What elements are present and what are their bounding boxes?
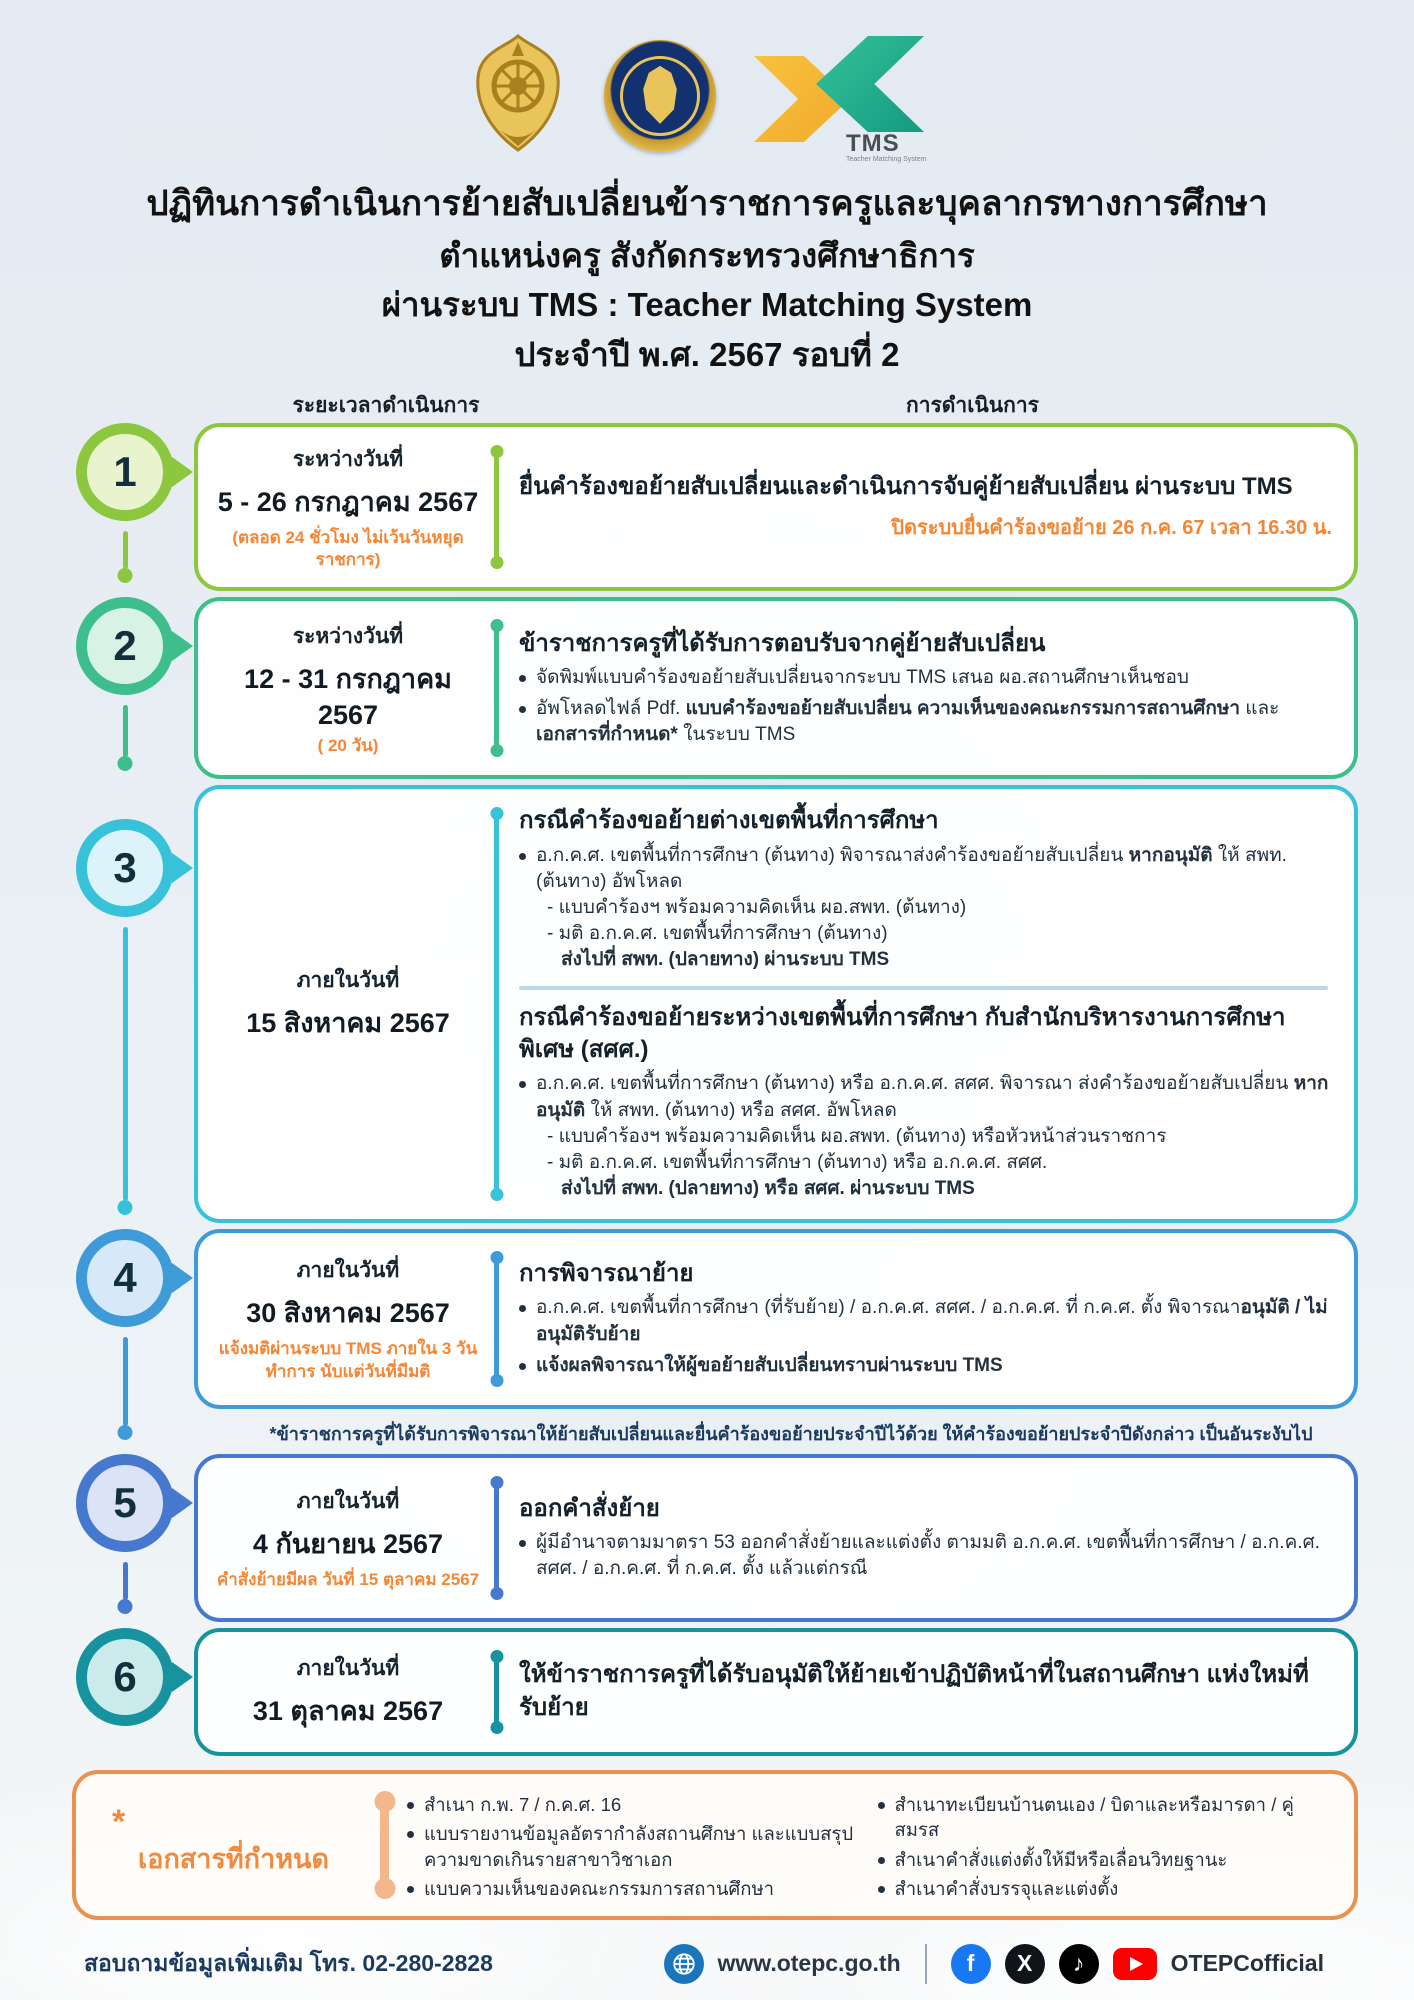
document-item: แบบความเห็นของคณะกรรมการสถานศึกษา bbox=[407, 1876, 860, 1902]
document-item: แบบรายงานข้อมูลอัตรากำลังสถานศึกษา และแบบสรุปความขาดเกินรายสาขาวิชาเอก bbox=[407, 1821, 860, 1872]
tms-green-chevron-icon bbox=[816, 36, 924, 132]
step-6-date: 31 ตุลาคม 2567 bbox=[252, 1695, 444, 1726]
title-line-1: ปฏิทินการดำเนินการย้ายสับเปลี่ยนข้าราชการครูและบุคลากรทางการศึกษา bbox=[146, 184, 1268, 223]
bullet-icon bbox=[878, 1857, 885, 1864]
step-3-case-1-sub-1: - แบบคำร้องฯ พร้อมความคิดเห็น ผอ.สพท. (ต้นทาง) bbox=[547, 897, 967, 919]
step-3-case-2-heading: กรณีคำร้องขอย้ายระหว่างเขตพื้นที่การศึกษา กับสำนักบริหารงานการศึกษาพิเศษ (สศศ.) bbox=[519, 1003, 1286, 1064]
step-4-footnote: *ข้าราชการครูที่ได้รับการพิจารณาให้ย้ายสับเปลี่ยนและยื่นคำร้องขอย้ายประจำปีไว้ด้วย ให้คำร้องขอย้ายประจำปีดังกล่าว เป็นอันระงับไป bbox=[269, 1423, 1313, 1444]
bullet-icon bbox=[519, 853, 526, 860]
step-2-date-label: ระหว่างวันที่ bbox=[292, 624, 404, 648]
document-item: สำเนา ก.พ. 7 / ก.ค.ศ. 16 bbox=[407, 1792, 860, 1818]
column-headers bbox=[56, 389, 1358, 423]
step-2-bullet-2: อัพโหลดไฟล์ Pdf. แบบคำร้องขอย้ายสับเปลี่ยน ความเห็นของคณะกรรมการสถานศึกษา และ เอกสารที่กำหนด* ในระบบ TMS bbox=[519, 696, 1332, 748]
step-1-date-note: (ตลอด 24 ชั่วโมง ไม่เว้นวันหยุดราชการ) bbox=[232, 528, 464, 570]
step-3-case-2-sub-1: - แบบคำร้องฯ พร้อมความคิดเห็น ผอ.สพท. (ต้นทาง) หรือหัวหน้าส่วนราชการ bbox=[547, 1125, 1167, 1147]
step-6-box bbox=[194, 1628, 1358, 1756]
step-6-action-title: ให้ข้าราชการครูที่ได้รับอนุมัติให้ย้ายเข้าปฏิบัติหน้าที่ในสถานศึกษา แห่งใหม่ที่รับย้าย bbox=[519, 1661, 1309, 1721]
step-5-heading: ออกคำสั่งย้าย bbox=[519, 1494, 660, 1522]
step-1-box bbox=[194, 423, 1358, 591]
step-5-bullet-1: ผู้มีอำนาจตามมาตรา 53 ออกคำสั่งย้ายและแต่งตั้ง ตามมติ อ.ก.ค.ศ. เขตพื้นที่การศึกษา / อ.ก.ค.ศ. สศศ. / อ.ก.ค.ศ. ที่ ก.ค.ศ. ตั้ง แล้วแต่กรณี bbox=[519, 1530, 1332, 1582]
step-1-date: 5 - 26 กรกฎาคม 2567 bbox=[217, 487, 479, 517]
step-5-accent-bar bbox=[494, 1480, 499, 1596]
step-3-case-2-send: ส่งไปที่ สพท. (ปลายทาง) หรือ สศศ. ผ่านระบบ TMS bbox=[561, 1178, 975, 1200]
step-2-heading: ข้าราชการครูที่ได้รับการตอบรับจากคู่ย้ายสับเปลี่ยน bbox=[519, 629, 1046, 657]
social-handle: OTEPCofficial bbox=[1170, 1950, 1324, 1977]
step-3-case-1-sub-2: - มติ อ.ก.ค.ศ. เขตพื้นที่การศึกษา (ต้นทาง) bbox=[547, 923, 888, 945]
document-item: สำเนาทะเบียนบ้านตนเอง / บิดาและหรือมารดา / คู่สมรส bbox=[878, 1792, 1331, 1843]
bullet-icon bbox=[519, 1081, 526, 1088]
column-header-action: การดำเนินการ bbox=[906, 394, 1039, 417]
teachers-council-seal bbox=[604, 40, 716, 152]
tms-logo-subtext: Teacher Matching System bbox=[846, 156, 927, 163]
step-3-box bbox=[194, 785, 1358, 1222]
documents-accent-bar bbox=[380, 1797, 389, 1893]
footer-links bbox=[664, 1944, 1325, 1984]
timeline-step-2 bbox=[56, 597, 1358, 785]
step-3-case-2-bullet: อ.ก.ค.ศ. เขตพื้นที่การศึกษา (ต้นทาง) หรือ อ.ก.ค.ศ. สศศ. พิจารณา ส่งคำร้องขอย้ายสับเปลี่ยน หากอนุมัติ ให้ สพท. (ต้นทาง) หรือ สศศ. อัพโหลด bbox=[519, 1071, 1332, 1123]
step-4-heading: การพิจารณาย้าย bbox=[519, 1260, 694, 1288]
step-4-date: 30 สิงหาคม 2567 bbox=[246, 1298, 450, 1329]
step-5-circle: 5 bbox=[76, 1454, 174, 1552]
title-line-3: ผ่านระบบ TMS : Teacher Matching System bbox=[381, 286, 1033, 323]
footer bbox=[56, 1944, 1358, 1984]
step-2-date: 12 - 31 กรกฎาคม 2567 bbox=[244, 663, 452, 730]
step-1-connector bbox=[123, 531, 128, 569]
step-1-date-label: ระหว่างวันที่ bbox=[292, 448, 404, 471]
step-4-accent-bar bbox=[494, 1255, 499, 1383]
step-4-bullet-2: แจ้งผลพิจารณาให้ผู้ขอย้ายสับเปลี่ยนทราบผ่านระบบ TMS bbox=[519, 1353, 1332, 1379]
timeline-step-4 bbox=[56, 1229, 1358, 1454]
bullet-icon bbox=[407, 1802, 414, 1809]
title-line-4: ประจำปี พ.ศ. 2567 รอบที่ 2 bbox=[514, 335, 900, 373]
step-2-box bbox=[194, 597, 1358, 779]
tms-logo-text: TMS bbox=[846, 130, 900, 157]
tiktok-icon: ♪ bbox=[1059, 1944, 1099, 1984]
timeline-step-5 bbox=[56, 1454, 1358, 1628]
required-documents-box bbox=[72, 1770, 1358, 1920]
document-item: สำเนาคำสั่งบรรจุและแต่งตั้ง bbox=[878, 1876, 1331, 1902]
step-3-case-1-bullet: อ.ก.ค.ศ. เขตพื้นที่การศึกษา (ต้นทาง) พิจารณาส่งคำร้องขอย้ายสับเปลี่ยน หากอนุมัติ ให้ สพท. (ต้นทาง) อัพโหลด bbox=[519, 843, 1332, 895]
step-2-bullet-1: จัดพิมพ์แบบคำร้องขอย้ายสับเปลี่ยนจากระบบ TMS เสนอ ผอ.สถานศึกษาเห็นชอบ bbox=[519, 665, 1332, 691]
step-5-connector bbox=[123, 1562, 128, 1600]
bullet-icon bbox=[878, 1886, 885, 1893]
required-documents-section bbox=[56, 1770, 1358, 1920]
step-2-connector bbox=[123, 705, 128, 757]
step-5-date-note: คำสั่งย้ายมีผล วันที่ 15 ตุลาคม 2567 bbox=[216, 1569, 480, 1589]
tms-logo bbox=[754, 30, 944, 163]
bullet-icon bbox=[519, 1540, 526, 1547]
step-4-date-note: แจ้งมติผ่านระบบ TMS ภายใน 3 วันทำการ นับแต่วันที่มีมติ bbox=[218, 1339, 478, 1381]
x-twitter-icon: X bbox=[1005, 1944, 1045, 1984]
title-line-2: ตำแหน่งครู สังกัดกระทรวงศึกษาธิการ bbox=[439, 236, 975, 274]
step-3-date-label: ภายในวันที่ bbox=[296, 968, 400, 992]
step-1-accent-bar bbox=[494, 449, 499, 565]
step-3-case-1-send: ส่งไปที่ สพท. (ปลายทาง) ผ่านระบบ TMS bbox=[561, 949, 890, 971]
step-1-deadline: ปิดระบบยื่นคำร้องขอย้าย 26 ก.ค. 67 เวลา 16.30 น. bbox=[891, 517, 1332, 540]
step-6-date-label: ภายในวันที่ bbox=[296, 1656, 400, 1680]
step-4-bullet-1: อ.ก.ค.ศ. เขตพื้นที่การศึกษา (ที่รับย้าย) / อ.ก.ค.ศ. สศศ. / อ.ก.ค.ศ. ที่ ก.ค.ศ. ตั้ง พิจารณาอนุมัติ / ไม่อนุมัติรับย้าย bbox=[519, 1295, 1332, 1347]
step-3-connector bbox=[123, 927, 128, 1200]
facebook-icon: f bbox=[951, 1944, 991, 1984]
step-3-case-1-heading: กรณีคำร้องขอย้ายต่างเขตพื้นที่การศึกษา bbox=[519, 807, 939, 835]
step-4-date-label: ภายในวันที่ bbox=[296, 1259, 400, 1283]
bullet-icon bbox=[519, 1305, 526, 1312]
step-5-date: 4 กันยายน 2567 bbox=[252, 1528, 444, 1559]
step-2-circle: 2 bbox=[76, 597, 174, 695]
step-6-accent-bar bbox=[494, 1654, 499, 1730]
step-3-case-2-sub-2: - มติ อ.ก.ค.ศ. เขตพื้นที่การศึกษา (ต้นทาง) หรือ อ.ก.ค.ศ. สศศ. bbox=[547, 1152, 1048, 1174]
step-1-action-title: ยื่นคำร้องขอย้ายสับเปลี่ยนและดำเนินการจับคู่ย้ายสับเปลี่ยน ผ่านระบบ TMS bbox=[519, 472, 1293, 500]
globe-icon bbox=[664, 1944, 704, 1984]
step-4-circle: 4 bbox=[76, 1229, 174, 1327]
bullet-icon bbox=[878, 1802, 885, 1809]
step-2-accent-bar bbox=[494, 623, 499, 753]
step-3-accent-bar bbox=[494, 811, 499, 1196]
step-1-circle: 1 bbox=[76, 423, 174, 521]
ministry-of-education-emblem bbox=[470, 34, 566, 152]
case-divider bbox=[519, 986, 1328, 990]
page-title bbox=[56, 178, 1358, 379]
bullet-icon bbox=[519, 675, 526, 682]
website-url: www.otepc.go.th bbox=[717, 1950, 901, 1977]
timeline-step-1 bbox=[56, 423, 1358, 597]
asterisk-icon: * bbox=[112, 1803, 126, 1842]
bullet-icon bbox=[407, 1831, 414, 1838]
header-logos bbox=[56, 0, 1358, 163]
step-3-date: 15 สิงหาคม 2567 bbox=[246, 1007, 450, 1038]
step-4-box bbox=[194, 1229, 1358, 1409]
column-header-duration: ระยะเวลาดำเนินการ bbox=[292, 394, 480, 417]
documents-column-2 bbox=[878, 1788, 1331, 1902]
step-2-date-note: ( 20 วัน) bbox=[317, 735, 379, 755]
required-documents-label: เอกสารที่กำหนด bbox=[138, 1843, 330, 1874]
bullet-icon bbox=[519, 706, 526, 713]
contact-phone: สอบถามข้อมูลเพิ่มเติม โทร. 02-280-2828 bbox=[84, 1949, 493, 1976]
step-4-connector bbox=[123, 1337, 128, 1426]
step-5-box bbox=[194, 1454, 1358, 1622]
timeline-step-3 bbox=[56, 785, 1358, 1228]
document-item: สำเนาคำสั่งแต่งตั้งให้มีหรือเลื่อนวิทยฐานะ bbox=[878, 1847, 1331, 1873]
bullet-icon bbox=[519, 1363, 526, 1370]
youtube-icon bbox=[1113, 1948, 1157, 1980]
step-6-circle: 6 bbox=[76, 1628, 174, 1726]
footer-divider bbox=[925, 1944, 927, 1984]
timeline-step-6 bbox=[56, 1628, 1358, 1764]
step-3-circle: 3 bbox=[76, 819, 174, 917]
step-5-date-label: ภายในวันที่ bbox=[296, 1489, 400, 1513]
bullet-icon bbox=[407, 1886, 414, 1893]
documents-column-1 bbox=[407, 1788, 860, 1902]
